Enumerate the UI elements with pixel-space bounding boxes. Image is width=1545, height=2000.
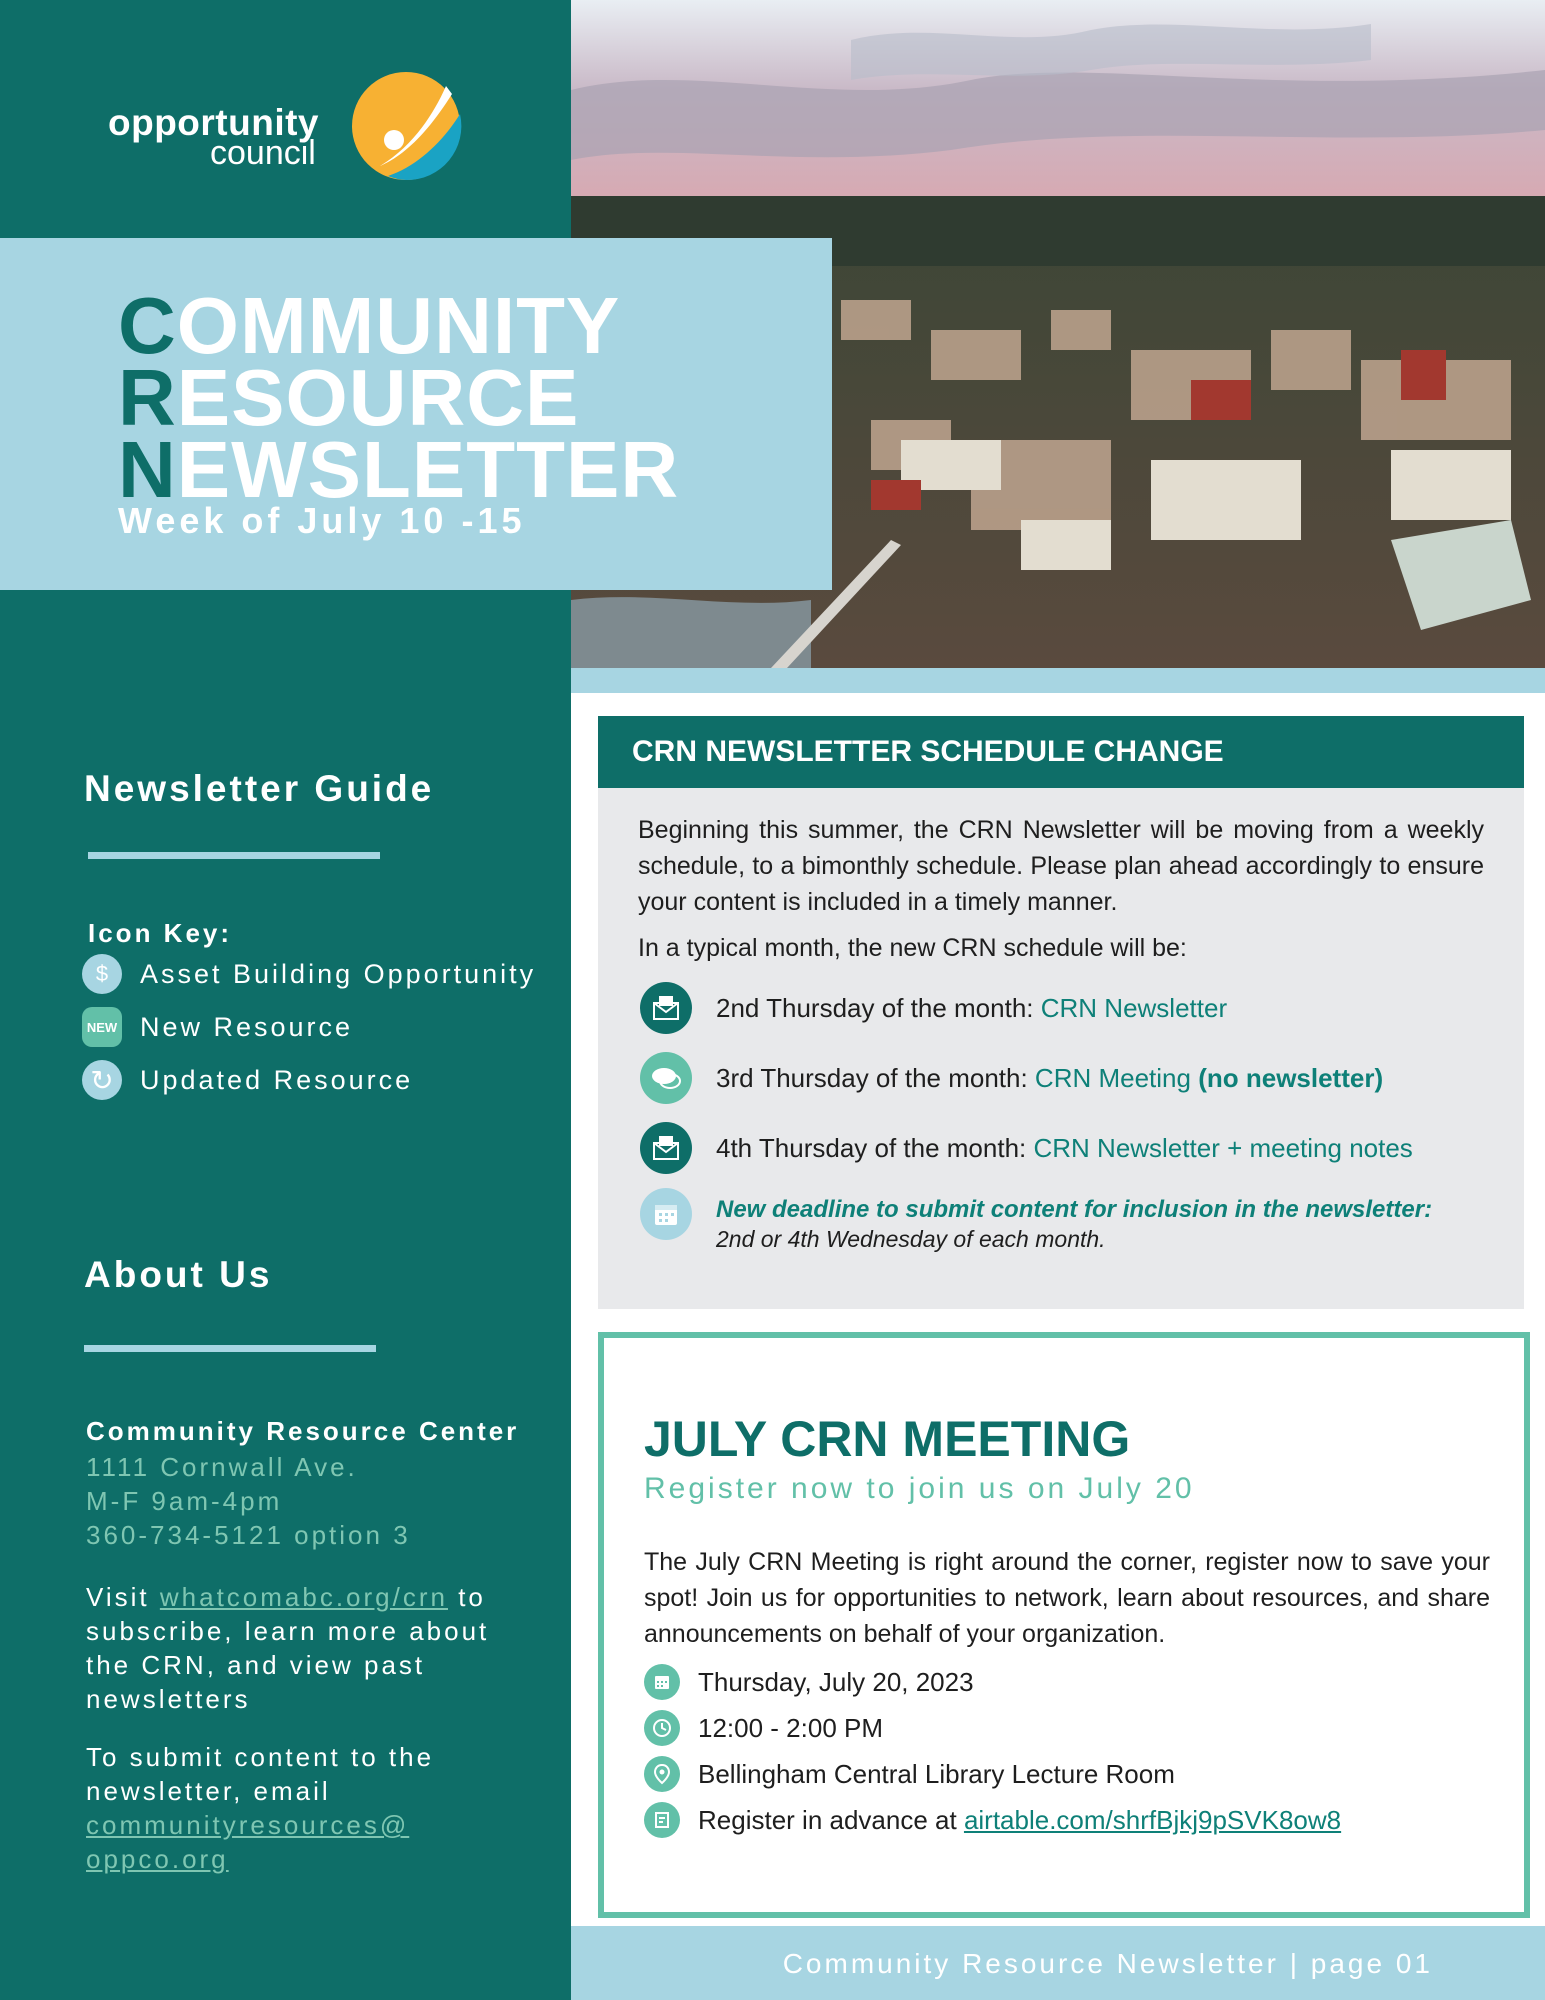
masthead-title-band — [0, 238, 832, 590]
new-badge-icon: NEW — [82, 1007, 122, 1047]
row2-bold: (no newsletter) — [1198, 1062, 1384, 1093]
icon-key-row-asset — [82, 954, 536, 994]
dollar-icon: $ — [82, 954, 122, 994]
meeting-title: JULY CRN MEETING — [644, 1411, 1131, 1467]
submit-email-link[interactable]: communityresources@ oppco.org — [86, 1810, 410, 1874]
meeting-subtitle: Register now to join us on July 20 — [644, 1472, 1195, 1505]
schedule-row-3rd-thursday — [640, 1052, 1383, 1104]
center-name: Community Resource Center — [86, 1416, 520, 1446]
register-link[interactable]: airtable.com/shrfBjkj9pSVK8ow8 — [963, 1804, 1342, 1835]
schedule-row-2nd-text — [716, 993, 1227, 1024]
opportunity-council-logo — [108, 68, 468, 184]
meeting-time-row — [644, 1710, 883, 1746]
submit-pre-text: To submit content to the newsletter, email — [86, 1742, 435, 1806]
logo-mark-icon — [348, 68, 464, 184]
guide-divider — [88, 852, 380, 859]
visit-paragraph — [86, 1580, 516, 1716]
title-rest-ommunity: OMMUNITY — [176, 281, 621, 370]
title-initial-r: R — [118, 353, 177, 442]
icon-key-row-new — [82, 1007, 353, 1047]
schedule-change-heading: CRN NEWSLETTER SCHEDULE CHANGE — [632, 735, 1224, 768]
title-initial-c: C — [118, 281, 177, 370]
icon-key-label-new: New Resource — [140, 1011, 354, 1042]
deadline-text-block — [716, 1188, 1432, 1253]
calendar-icon — [640, 1188, 692, 1240]
title-line-newsletter — [118, 425, 680, 514]
newsletter-notes-envelope-icon — [640, 1122, 692, 1174]
row1-highlight: CRN Newsletter — [1040, 992, 1228, 1023]
schedule-row-deadline — [640, 1188, 1432, 1253]
schedule-row-4th-thursday — [640, 1122, 1413, 1174]
meeting-chat-icon — [640, 1052, 692, 1104]
newsletter-envelope-icon — [640, 982, 692, 1034]
center-hours: M-F 9am-4pm — [86, 1486, 283, 1516]
clock-icon — [644, 1710, 680, 1746]
location-pin-icon — [644, 1756, 680, 1792]
footer-text: Community Resource Newsletter | page 01 — [782, 1948, 1433, 1979]
schedule-intro-paragraph: Beginning this summer, the CRN Newsletter will be moving from a weekly schedule, to a bimonthly schedule. Please plan ahead accordingly to ensure your content is included in a timely manner. — [638, 816, 1484, 916]
visit-pre-text: Visit — [86, 1582, 160, 1612]
meeting-date: Thursday, July 20, 2023 — [698, 1666, 974, 1697]
row2-pre: 3rd Thursday of the month: — [716, 1062, 1035, 1093]
icon-key-row-updated — [82, 1060, 413, 1100]
about-divider — [84, 1345, 376, 1352]
page-footer — [571, 1926, 1545, 2000]
meeting-paragraph: The July CRN Meeting is right around the corner, register now to save your spot! Join us for opportunities to network, learn about resources, and share announcements on behalf of your organization. — [644, 1548, 1490, 1648]
schedule-change-panel — [598, 788, 1524, 1309]
register-form-icon — [644, 1802, 680, 1838]
photo-accent-strip — [571, 668, 1545, 693]
schedule-row-4th-text — [716, 1133, 1413, 1164]
about-us-heading: About Us — [84, 1254, 273, 1295]
meeting-location: Bellingham Central Library Lecture Room — [698, 1758, 1175, 1789]
icon-key-label-asset: Asset Building Opportunity — [140, 958, 537, 989]
meeting-date-row — [644, 1664, 974, 1700]
register-pre: Register in advance at — [698, 1804, 964, 1835]
submit-paragraph — [86, 1740, 516, 1876]
refresh-icon: ↻ — [82, 1060, 122, 1100]
row2-highlight: CRN Meeting — [1034, 1062, 1199, 1093]
logo-word-opportunity: opportunity — [108, 102, 320, 143]
week-of-label: Week of July 10 -15 — [118, 500, 526, 541]
meeting-register-text — [698, 1805, 1341, 1836]
title-rest-ewsletter: EWSLETTER — [176, 425, 680, 514]
schedule-row-3rd-text — [716, 1063, 1383, 1094]
row3-pre: 4th Thursday of the month: — [716, 1132, 1034, 1163]
center-address: 1111 Cornwall Ave. — [86, 1452, 358, 1482]
meeting-location-row — [644, 1756, 1175, 1792]
july-meeting-box — [598, 1332, 1530, 1918]
visit-post-text: to subscribe, learn more about the CRN, and view past newsletters — [86, 1582, 490, 1714]
meeting-time: 12:00 - 2:00 PM — [698, 1712, 883, 1743]
icon-key-title: Icon Key: — [88, 918, 233, 948]
row1-pre: 2nd Thursday of the month: — [716, 992, 1041, 1023]
row3-highlight: CRN Newsletter + meeting notes — [1033, 1132, 1413, 1163]
icon-key-label-updated: Updated Resource — [140, 1064, 414, 1095]
calendar-small-icon — [644, 1664, 680, 1700]
deadline-detail: 2nd or 4th Wednesday of each month. — [716, 1226, 1106, 1252]
logo-word-council: council — [210, 134, 316, 172]
center-phone: 360-734-5121 option 3 — [86, 1520, 411, 1550]
newsletter-guide-heading: Newsletter Guide — [84, 768, 435, 809]
deadline-heading: New deadline to submit content for inclusion in the newsletter: — [716, 1196, 1433, 1223]
meeting-register-row — [644, 1802, 1341, 1838]
title-initial-n: N — [118, 425, 177, 514]
schedule-row-2nd-thursday — [640, 982, 1227, 1034]
crn-website-link[interactable]: whatcomabc.org/crn — [159, 1582, 448, 1612]
schedule-change-header — [598, 716, 1524, 788]
schedule-typical-month: In a typical month, the new CRN schedule will be: — [638, 934, 1187, 962]
title-rest-esource: ESOURCE — [176, 353, 580, 442]
